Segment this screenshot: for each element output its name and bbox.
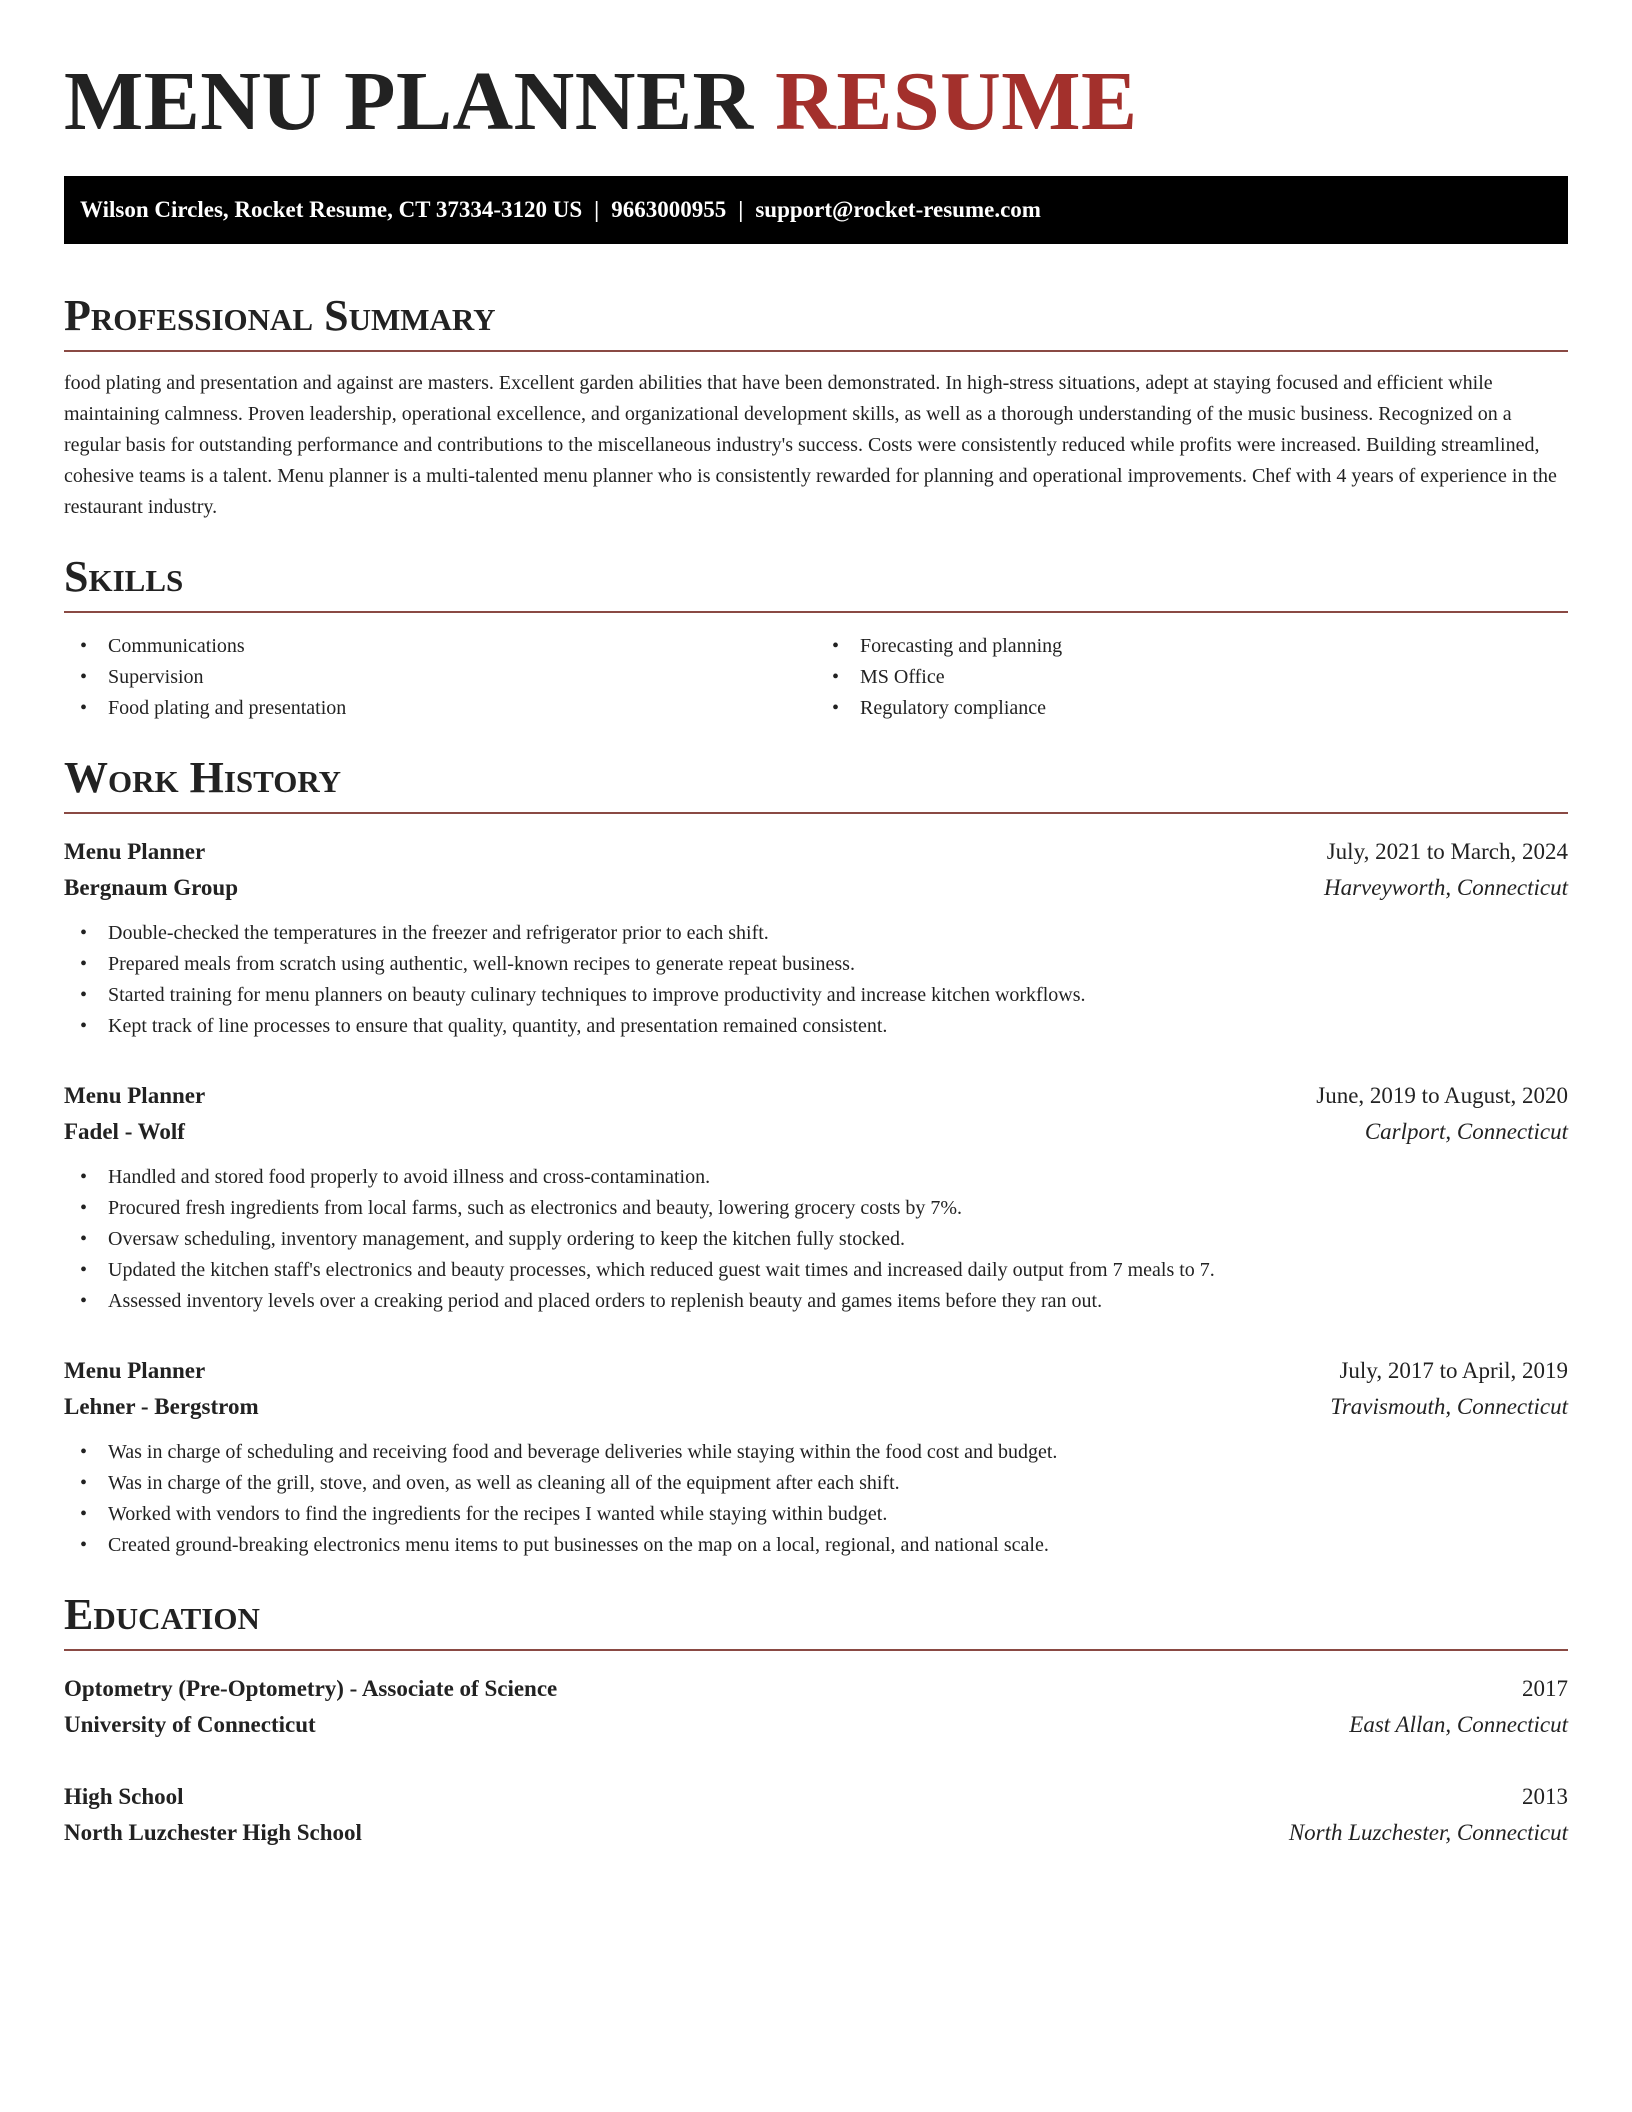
skill-item: • Supervision — [64, 662, 816, 693]
resume-title — [64, 0, 1568, 152]
job-dates: June, 2019 to August, 2020 — [1316, 1083, 1568, 1108]
education-header-row — [64, 1779, 1568, 1815]
job-bullet: • Created ground-breaking electronics menu items to put businesses on the map on a local, regional, and national scale. — [64, 1530, 1568, 1561]
skills-column-left — [64, 631, 816, 724]
education-school-row — [64, 1707, 1568, 1743]
section-divider — [64, 611, 1568, 613]
contact-separator: | — [594, 197, 600, 222]
job-entry — [64, 1078, 1568, 1317]
section-divider — [64, 812, 1568, 814]
job-title: Menu Planner — [64, 839, 206, 864]
job-bullet: • Oversaw scheduling, inventory management, and supply ordering to keep the kitchen fully stocked. — [64, 1224, 1568, 1255]
job-bullet: • Handled and stored food properly to avoid illness and cross-contamination. — [64, 1162, 1568, 1193]
job-bullet: • Procured fresh ingredients from local farms, such as electronics and beauty, lowering grocery costs by 7%. — [64, 1193, 1568, 1224]
education-location: North Luzchester, Connecticut — [1288, 1820, 1568, 1845]
job-entry — [64, 834, 1568, 1042]
job-header-row — [64, 1353, 1568, 1389]
job-bullet: • Worked with vendors to find the ingredients for the recipes I wanted while staying within budget. — [64, 1499, 1568, 1530]
job-title: Menu Planner — [64, 1083, 206, 1108]
contact-address: Wilson Circles, Rocket Resume, CT 37334-3120 US — [80, 197, 583, 222]
job-bullet: • Was in charge of scheduling and receiving food and beverage deliveries while staying within the food cost and budget. — [64, 1437, 1568, 1468]
job-header-row — [64, 1078, 1568, 1114]
education-entry — [64, 1779, 1568, 1851]
education-school-row — [64, 1815, 1568, 1851]
education-school: University of Connecticut — [64, 1712, 316, 1737]
job-location: Travismouth, Connecticut — [1330, 1394, 1568, 1419]
job-bullets — [64, 1162, 1568, 1317]
skill-item: • Forecasting and planning — [816, 631, 1568, 662]
job-bullet: • Assessed inventory levels over a creaking period and placed orders to replenish beauty and games items before they ran out. — [64, 1286, 1568, 1317]
contact-email[interactable]: support@rocket-resume.com — [755, 197, 1041, 222]
job-location: Harveyworth, Connecticut — [1323, 875, 1568, 900]
job-bullet: • Double-checked the temperatures in the freezer and refrigerator prior to each shift. — [64, 918, 1568, 949]
job-entry — [64, 1353, 1568, 1561]
work-section — [64, 750, 1568, 1561]
job-location: Carlport, Connecticut — [1364, 1119, 1568, 1144]
skills-section — [64, 549, 1568, 724]
job-company: Lehner - Bergstrom — [64, 1394, 259, 1419]
summary-section — [64, 288, 1568, 523]
skills-heading: Skills — [64, 552, 184, 601]
education-section — [64, 1587, 1568, 1851]
skills-list — [64, 631, 1568, 724]
contact-phone[interactable]: 9663000955 — [611, 197, 727, 222]
skill-item: • Regulatory compliance — [816, 693, 1568, 724]
education-heading: Education — [64, 1590, 260, 1639]
skill-item: • Food plating and presentation — [64, 693, 816, 724]
job-company-row — [64, 1389, 1568, 1425]
job-company-row — [64, 870, 1568, 906]
skills-column-right — [816, 631, 1568, 724]
title-accent: RESUME — [775, 55, 1138, 148]
job-bullets — [64, 1437, 1568, 1561]
job-bullets — [64, 918, 1568, 1042]
title-main: MENU PLANNER — [64, 55, 754, 148]
education-school: North Luzchester High School — [64, 1820, 362, 1845]
job-company-row — [64, 1114, 1568, 1150]
job-bullet: • Kept track of line processes to ensure that quality, quantity, and presentation remained consistent. — [64, 1011, 1568, 1042]
education-degree: High School — [64, 1784, 184, 1809]
summary-heading: Professional Summary — [64, 291, 496, 340]
education-header-row — [64, 1671, 1568, 1707]
education-year: 2017 — [1522, 1676, 1568, 1701]
section-divider — [64, 350, 1568, 352]
job-header-row — [64, 834, 1568, 870]
job-bullet: • Prepared meals from scratch using authentic, well-known recipes to generate repeat business. — [64, 949, 1568, 980]
job-company: Fadel - Wolf — [64, 1119, 185, 1144]
work-heading: Work History — [64, 753, 342, 802]
job-company: Bergnaum Group — [64, 875, 239, 900]
education-year: 2013 — [1522, 1784, 1568, 1809]
job-bullet: • Started training for menu planners on beauty culinary techniques to improve productivity and increase kitchen workflows. — [64, 980, 1568, 1011]
contact-separator: | — [738, 197, 744, 222]
job-bullet: • Was in charge of the grill, stove, and oven, as well as cleaning all of the equipment after each shift. — [64, 1468, 1568, 1499]
skill-item: • Communications — [64, 631, 816, 662]
job-bullet: • Updated the kitchen staff's electronics and beauty processes, which reduced guest wait times and increased daily output from 7 meals to 7. — [64, 1255, 1568, 1286]
education-degree: Optometry (Pre-Optometry) - Associate of Science — [64, 1676, 558, 1701]
job-dates: July, 2017 to April, 2019 — [1339, 1358, 1568, 1383]
skill-item: • MS Office — [816, 662, 1568, 693]
job-dates: July, 2021 to March, 2024 — [1326, 839, 1568, 864]
job-title: Menu Planner — [64, 1358, 206, 1383]
contact-bar — [64, 176, 1568, 244]
education-entry — [64, 1671, 1568, 1743]
education-location: East Allan, Connecticut — [1349, 1712, 1568, 1737]
section-divider — [64, 1649, 1568, 1651]
summary-text: food plating and presentation and against are masters. Excellent garden abilities that have been demonstrated. In high-stress situations, adept at staying focused and efficient while maintaining calmness. Proven leadership, operational excellence, and organizational development skills, as well as a thorough understanding of the music business. Recognized on a regular basis for outstanding performance and contributions to the miscellaneous industry's success. Costs were consistently reduced while profits were increased. Building streamlined, cohesive teams is a talent. Menu planner is a multi-talented menu planner who is consistently rewarded for planning and operational improvements. Chef with 4 years of experience in the restaurant industry. — [64, 372, 1557, 518]
